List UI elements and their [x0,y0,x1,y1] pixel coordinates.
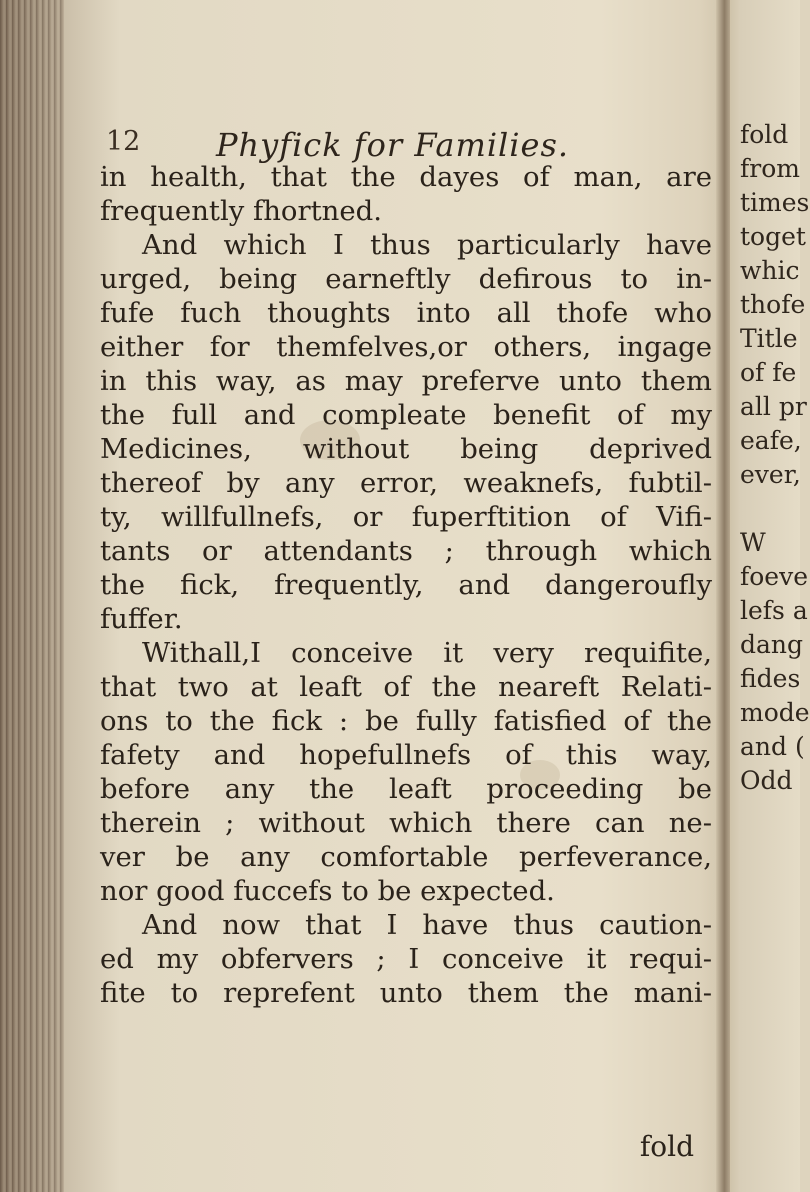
text-line: the full and compleate benefit of my [100,399,712,431]
facing-page-fragment: thofe [740,290,806,319]
text-line: in this way, as may preferve unto them [100,365,712,397]
facing-page-fragment: times [740,188,810,217]
text-line: ver be any comfortable perfeverance, [100,841,712,873]
body-text [100,160,712,1010]
book-page [100,108,712,1163]
facing-page-fragment: foeve [740,562,809,591]
text-line: tants or attendants ; through which [100,535,712,567]
text-line: nor good fuccefs to be expected. [100,875,555,907]
text-line: urged, being earneftly defirous to in- [100,263,712,295]
facing-page-fragment: lefs a [740,596,808,625]
text-line: ons to the fick : be fully fatisfied of the [100,705,712,737]
text-line: Withall,I conceive it very requifite, [142,637,712,669]
facing-page-fragment: all pr [740,392,807,421]
facing-page-fragment: dang [740,630,804,659]
text-line: And now that I have thus caution- [142,909,712,941]
text-line: ty, willfullnefs, or fuperftition of Vifi- [100,501,712,533]
text-line: either for themfelves,or others, ingage [100,331,712,363]
facing-page-fragment [730,492,800,526]
text-line: frequently fhortned. [100,195,382,227]
text-line: in health, that the dayes of man, are [100,161,712,193]
facing-page-fragment: fides [740,664,801,693]
catchword: fold [639,1130,694,1163]
facing-page-fragment: Title [740,324,798,353]
facing-page-fragment: of fe [740,358,797,387]
facing-page-fragment: fold [740,120,789,149]
facing-page-fragment: W [740,528,766,557]
facing-page-fragment: Odd [740,766,793,795]
text-line: ed my obfervers ; I conceive it requi- [100,943,712,975]
facing-page-fragment: toget [740,222,806,251]
text-line: therein ; without which there can ne- [100,807,712,839]
text-line: fafety and hopefullnefs of this way, [100,739,712,771]
text-line: Medicines, without being deprived [100,433,712,465]
facing-page-fragment: and ( [740,732,805,761]
text-line: the fick, frequently, and dangeroufly [100,569,712,601]
text-line: fufe fuch thoughts into all thofe who [100,297,712,329]
text-line: before any the leaft proceeding be [100,773,712,805]
running-title: Phyfick for Families. [216,126,570,164]
page-edges [0,0,64,1192]
page-number: 12 [106,126,141,157]
text-line: thereof by any error, weaknefs, fubtil- [100,467,712,499]
facing-page-fragment: from [740,154,800,183]
text-line: that two at leaft of the neareft Relati- [100,671,712,703]
facing-page-fragment: whic [740,256,800,285]
book-gutter [716,0,730,1192]
facing-page-fragment: mode [740,698,810,727]
text-line: fuffer. [100,603,183,635]
text-line: fite to reprefent unto them the mani- [100,977,712,1009]
facing-page-edge [730,118,810,818]
facing-page-fragment: ever, [740,460,801,489]
text-line: And which I thus particularly have [142,229,712,261]
facing-page-fragment: eafe, [740,426,802,455]
